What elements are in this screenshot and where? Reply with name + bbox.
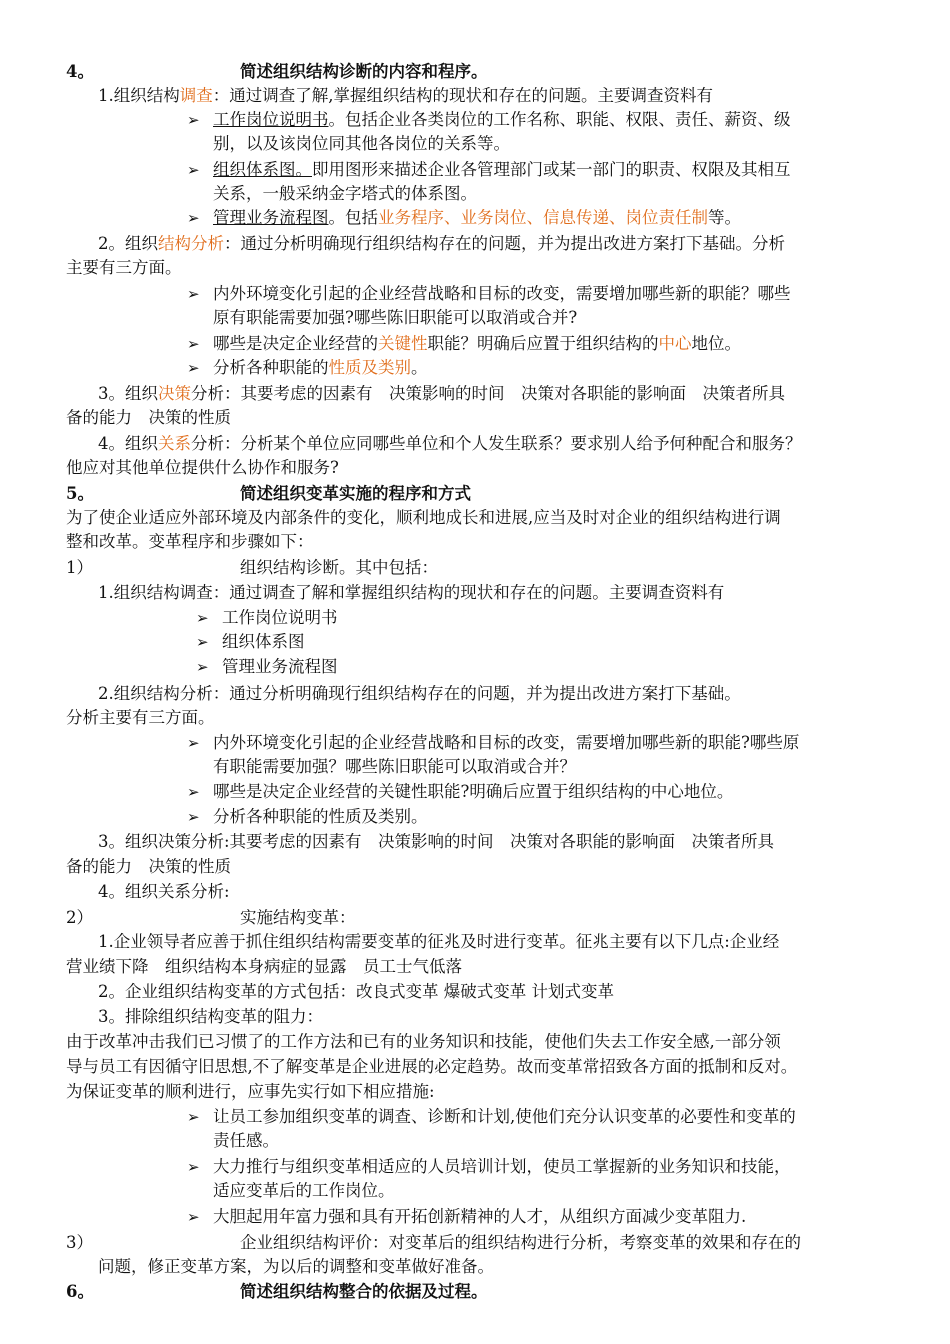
arrow-bullet-icon: ➢ (187, 161, 200, 179)
arrow-bullet-icon: ➢ (187, 1208, 200, 1226)
s5-measure-bullet-1-cont: 责任感。 (213, 1131, 279, 1150)
arrow-bullet-icon: ➢ (187, 335, 200, 353)
s5-measure-bullet-2-cont: 适应变革后的工作岗位。 (213, 1181, 395, 1200)
arrow-bullet-icon: ➢ (187, 359, 200, 377)
s4-bullet-process-chart: ➢ 管理业务流程图。包括业务程序、业务岗位、信息传递、岗位责任制等。 (187, 206, 741, 230)
s5-q1-bullet-2: ➢ 组织体系图 (196, 630, 305, 654)
s5-step3-number: 3） (66, 1233, 93, 1252)
s5-q1-bullet-3: ➢ 管理业务流程图 (196, 655, 338, 679)
section-4-title: 简述组织结构诊断的内容和程序。 (240, 62, 488, 81)
s5-q4: 4。组织关系分析: (98, 882, 230, 901)
section-5-number: 5。 (66, 484, 94, 503)
s4-item4-heading: 4。组织关系分析：分析某个单位应同哪些单位和个人发生联系？要求别人给予何种配合和服务？ (98, 434, 802, 453)
s4-item2-heading: 2。组织结构分析：通过分析明确现行组织结构存在的问题，并为提出改进方案打下基础。分析 (98, 234, 785, 253)
s5-d-bullet-2: ➢ 哪些是决定企业经营的关键性职能?明确后应置于组织结构的中心地位。 (187, 780, 733, 804)
arrow-bullet-icon: ➢ (187, 285, 200, 303)
s5-r1-cont: 营业绩下降 组织结构本身病症的显露 员工士气低落 (66, 957, 462, 976)
s5-q2: 2.组织结构分析：通过分析明确现行组织结构存在的问题，并为提出改进方案打下基础。 (98, 684, 741, 703)
s4-item4-cont: 他应对其他单位提供什么协作和服务? (66, 458, 339, 477)
s5-q1: 1.组织结构调查：通过调查了解和掌握组织结构的现状和存在的问题。主要调查资料有 (98, 583, 725, 602)
s5-step2-number: 2） (66, 908, 93, 927)
s5-q3: 3。组织决策分析:其要考虑的因素有 决策影响的时间 决策对各职能的影响面 决策者所具 (98, 832, 775, 851)
s5-r1: 1.企业领导者应善于抓住组织结构需要变革的征兆及时进行变革。征兆主要有以下几点:企业经 (98, 932, 780, 951)
s5-d-bullet-1: ➢ 内外环境变化引起的企业经营战略和目标的改变，需要增加哪些新的职能?哪些原 (187, 731, 799, 755)
section-6-number: 6。 (66, 1282, 94, 1301)
s4-item3-cont: 备的能力 决策的性质 (66, 408, 231, 427)
s5-r2: 2。企业组织结构变革的方式包括：改良式变革 爆破式变革 计划式变革 (98, 982, 614, 1001)
arrow-bullet-icon: ➢ (187, 808, 200, 826)
arrow-bullet-icon: ➢ (187, 209, 200, 227)
s4-bullet-org-chart-cont: 关系，一般采纳金字塔式的体系图。 (213, 184, 477, 203)
s4-bullet-job-description: ➢ 工作岗位说明书。包括企业各类岗位的工作名称、职能、权限、责任、薪资、级 (187, 108, 791, 132)
s5-q3-cont: 备的能力 决策的性质 (66, 857, 231, 876)
s5-step3-text: 企业组织结构评价：对变革后的组织结构进行分析，考察变革的效果和存在的 (240, 1233, 801, 1252)
s4-item2-cont: 主要有三方面。 (66, 258, 182, 277)
s4-item1-heading: 1.组织结构调查：通过调查了解,掌握组织结构的现状和存在的问题。主要调查资料有 (98, 86, 713, 105)
s4-analysis-bullet-2: ➢ 哪些是决定企业经营的关键性职能？明确后应置于组织结构的中心地位。 (187, 332, 741, 356)
s5-r3-para-1: 由于改革冲击我们已习惯了的工作方法和已有的业务知识和技能，使他们失去工作安全感,一部分领 (66, 1032, 781, 1051)
section-6-title: 简述组织结构整合的依据及过程。 (240, 1282, 488, 1301)
s5-intro-line-2: 整和改革。变革程序和步骤如下： (66, 532, 314, 551)
s5-step3-cont: 问题，修正变革方案，为以后的调整和变革做好准备。 (98, 1257, 494, 1276)
arrow-bullet-icon: ➢ (187, 1158, 200, 1176)
s4-bullet-job-description-cont: 别，以及该岗位同其他各岗位的关系等。 (213, 134, 510, 153)
s5-measure-bullet-3: ➢ 大胆起用年富力强和具有开拓创新精神的人才，从组织方面减少变革阻力. (187, 1205, 746, 1229)
s5-intro-line-1: 为了使企业适应外部环境及内部条件的变化，顺利地成长和进展,应当及时对企业的组织结构进行调 (66, 508, 781, 527)
s5-d-bullet-1-cont: 有职能需要加强？哪些陈旧职能可以取消或合并？ (213, 757, 576, 776)
s5-measure-bullet-2: ➢ 大力推行与组织变革相适应的人员培训计划，使员工掌握新的业务知识和技能， (187, 1155, 791, 1179)
s5-q1-bullet-1: ➢ 工作岗位说明书 (196, 606, 338, 630)
section-4-number: 4。 (66, 62, 94, 81)
s5-r3-para-3: 为保证变革的顺利进行，应事先实行如下相应措施: (66, 1082, 435, 1101)
s4-bullet-org-chart: ➢ 组织体系图。即用图形来描述企业各管理部门或某一部门的职责、权限及其相互 (187, 158, 791, 182)
s5-step1-number: 1） (66, 558, 93, 577)
arrow-bullet-icon: ➢ (196, 658, 209, 676)
s5-step1-title: 组织结构诊断。其中包括： (240, 558, 438, 577)
s5-step2-title: 实施结构变革： (240, 908, 356, 927)
s5-r3: 3。排除组织结构变革的阻力： (98, 1007, 323, 1026)
s4-analysis-bullet-1-cont: 原有职能需要加强?哪些陈旧职能可以取消或合并? (213, 308, 578, 327)
s5-r3-para-2: 导与员工有因循守旧思想,不了解变革是企业进展的必定趋势。故而变革常招致各方面的抵制和反对。 (66, 1057, 798, 1076)
arrow-bullet-icon: ➢ (187, 1108, 200, 1126)
arrow-bullet-icon: ➢ (196, 633, 209, 651)
s4-analysis-bullet-1: ➢ 内外环境变化引起的企业经营战略和目标的改变，需要增加哪些新的职能？哪些 (187, 282, 791, 306)
arrow-bullet-icon: ➢ (187, 111, 200, 129)
s5-measure-bullet-1: ➢ 让员工参加组织变革的调查、诊断和计划,使他们充分认识变革的必要性和变革的 (187, 1105, 796, 1129)
arrow-bullet-icon: ➢ (187, 783, 200, 801)
arrow-bullet-icon: ➢ (187, 734, 200, 752)
s5-d-bullet-3: ➢ 分析各种职能的性质及类别。 (187, 805, 428, 829)
section-5-title: 简述组织变革实施的程序和方式 (240, 484, 471, 503)
s4-analysis-bullet-3: ➢ 分析各种职能的性质及类别。 (187, 356, 428, 380)
s5-q2-cont: 分析主要有三方面。 (66, 708, 215, 727)
s4-item3-heading: 3。组织决策分析：其要考虑的因素有 决策影响的时间 决策对各职能的影响面 决策者所具 (98, 384, 785, 403)
arrow-bullet-icon: ➢ (196, 609, 209, 627)
